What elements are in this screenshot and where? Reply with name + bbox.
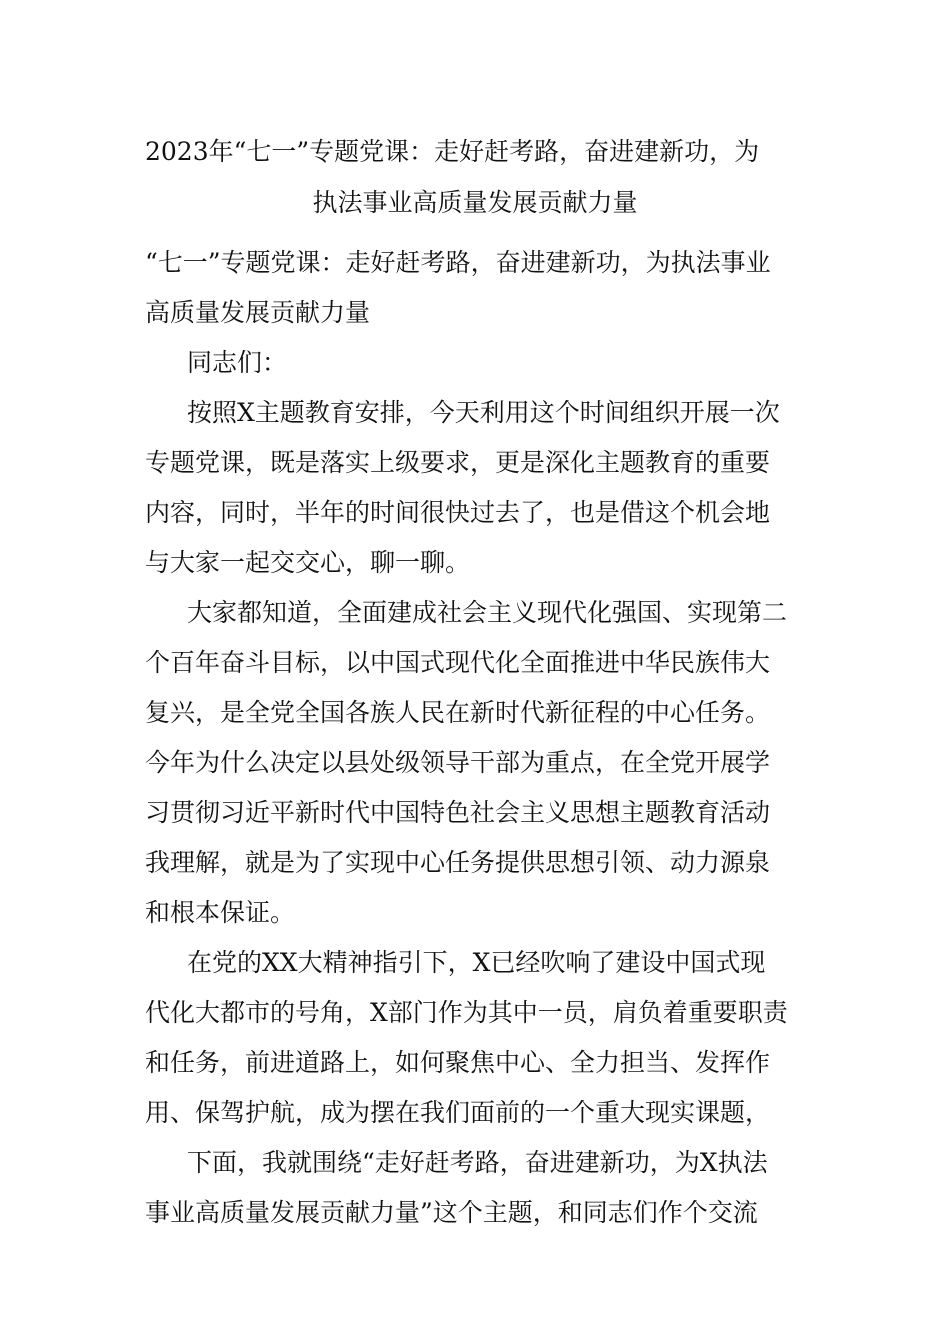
paragraph-line: 复兴，是全党全国各族人民在新时代新征程的中心任务。 [145,698,771,727]
paragraph-line: 内容，同时，半年的时间很快过去了，也是借这个机会地 [145,498,771,527]
paragraph-line: 大家都知道，全面建成社会主义现代化强国、实现第二 [187,598,788,627]
paragraph-line: 习贯彻习近平新时代中国特色社会主义思想主题教育活动 [145,798,771,827]
paragraph-line: 下面，我就围绕“走好赶考路，奋进建新功，为X执法 [187,1148,768,1177]
document-title-line-2: 执法事业高质量发展贡献力量 [312,188,638,217]
subtitle-paragraph [145,238,810,338]
paragraph-line: 用、保驾护航，成为摆在我们面前的一个重大现实课题， [145,1098,771,1127]
paragraph-line: 专题党课，既是落实上级要求，更是深化主题教育的重要 [145,448,771,477]
document-title-line-1: 2023年“七一”专题党课：走好赶考路，奋进建新功，为 [145,137,760,166]
greeting-paragraph [145,338,810,388]
greeting-line: 同志们： [187,348,288,377]
paragraph-3 [145,938,810,1138]
paragraph-line: 按照X主题教育安排，今天利用这个时间组织开展一次 [187,398,780,427]
subtitle-line-1: “七一”专题党课：走好赶考路，奋进建新功，为执法事业 [145,248,771,277]
paragraph-line: 今年为什么决定以县处级领导干部为重点，在全党开展学 [145,748,771,777]
paragraph-line: 我理解，就是为了实现中心任务提供思想引领、动力源泉 [145,848,771,877]
paragraph-line: 事业高质量发展贡献力量”这个主题，和同志们作个交流 [145,1198,758,1227]
paragraph-line: 个百年奋斗目标，以中国式现代化全面推进中华民族伟大 [145,648,771,677]
subtitle-line-2: 高质量发展贡献力量 [145,298,371,327]
paragraph-4 [145,1138,810,1238]
paragraph-line: 在党的XX大精神指引下，X已经吹响了建设中国式现 [187,948,766,977]
paragraph-line: 和任务，前进道路上，如何聚焦中心、全力担当、发挥作 [145,1048,771,1077]
document-body [145,238,810,1238]
paragraph-1 [145,388,810,588]
paragraph-line: 代化大都市的号角，X部门作为其中一员，肩负着重要职责 [145,998,788,1027]
paragraph-line: 和根本保证。 [145,898,296,927]
paragraph-line: 与大家一起交交心，聊一聊。 [145,548,471,577]
paragraph-2 [145,588,810,938]
